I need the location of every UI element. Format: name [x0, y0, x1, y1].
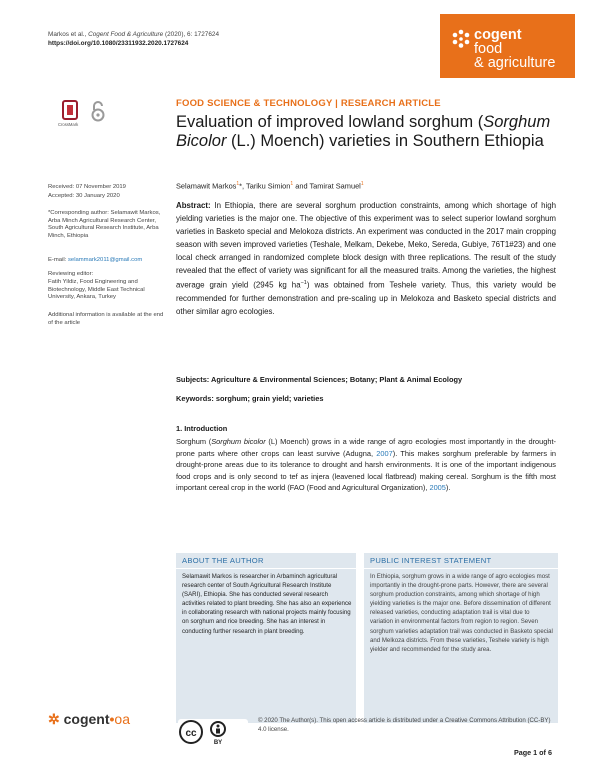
email-link[interactable]: selammark2011@gmail.com — [67, 257, 143, 263]
ref-link-2007[interactable]: 2007 — [376, 448, 393, 458]
accepted-date: Accepted: 30 January 2020 — [48, 193, 120, 199]
section-heading: FOOD SCIENCE & TECHNOLOGY | RESEARCH ARTICLE — [176, 98, 441, 109]
author-list: Selamawit Markos$^1$*, Tariku Simion$^1$ and Tamirat Samuel$^1$ — [176, 181, 364, 191]
badges — [58, 98, 108, 134]
email-line: E-mail: selammark2011@gmail.com — [48, 257, 143, 263]
cogent-dots-icon: ✲ — [48, 711, 60, 727]
doi-link[interactable]: https://doi.org/10.1080/23311932.2020.1727624 — [48, 40, 189, 47]
crossmark-label: CrossMark — [58, 122, 79, 127]
keywords: Keywords: sorghum; grain yield; varieties — [176, 394, 324, 403]
cc-by-badge — [178, 719, 248, 750]
ref-link-2005[interactable]: 2005 — [429, 483, 446, 493]
corresponding-author: *Corresponding author: Selamawit Markos, Arba Minch Agricultural Research Center, South Agricultural Research Institute, Arba Minch, Ethiopia — [48, 210, 161, 239]
cc-label: cc — [185, 728, 197, 739]
public-interest-text: In Ethiopia, sorghum grows in a wide range of agro ecologies most importantly in the drought-prone parts. However, there are several sorghum production constraints, among which shortage of high yielding varieties is the major one. Before dissemination of different released varieties, conducting adaptation trail is vital due to variation in environmental factors from region to region. Seven sorghum varieties adaptation trail was conducted in Basketo special and Melkoza districts. From these varieties, Teshele variety is high yielder and recommended for the study area. — [370, 573, 553, 653]
brand-line-3: & agriculture — [474, 55, 556, 71]
journal-brand — [440, 14, 575, 78]
received-date: Received: 07 November 2019 — [48, 184, 126, 190]
page-number: Page 1 of 6 — [514, 748, 552, 757]
reviewing-editor-label: Reviewing editor: — [48, 271, 94, 277]
crossmark-icon[interactable] — [62, 100, 78, 120]
license-text: © 2020 The Author(s). This open access article is distributed under a Creative Commons Attribution (CC-BY) 4.0 license. — [258, 717, 551, 733]
reviewing-editor: Fatih Yildiz, Food Engineering and Biotechnology, Middle East Technical University, Ankara, Turkey — [48, 279, 145, 301]
subjects: Subjects: Agriculture & Environmental Sciences; Botany; Plant & Animal Ecology — [176, 375, 463, 384]
about-author-box — [176, 553, 356, 723]
by-label: BY — [213, 740, 223, 745]
additional-info: Additional information is available at the end of the article — [48, 312, 164, 326]
intro-text: Sorghum (Sorghum bicolor (L) Moench) grows in a wide range of agro ecologies most importantly in the drought-prone parts where other crops can least survive (Adugna, 2007). This makes sorghum preferable by farmers in drought-prone areas due to its tolerance to drought and harsh environments. It is one of the important indigenous food crops and is only second to tef as injera (leavened local flatbread) making cereal. Sorghum is the fifth most important cereal crop in the world (FAO (Food and Agricultural Organization), 2005). — [176, 437, 557, 493]
cogent-logo-icon — [450, 28, 472, 50]
about-author-heading: ABOUT THE AUTHOR — [176, 553, 356, 569]
public-interest-box — [364, 553, 558, 723]
article-title: Evaluation of improved lowland sorghum (Sorghum Bicolor (L.) Moench) varieties in Southern Ethiopia — [176, 113, 551, 150]
brand-line-2: food — [474, 41, 503, 57]
abstract: Abstract: In Ethiopia, there are several sorghum production constraints, among which shortage of high yielding varieties is the major one. The objective of this experiment was to select superior lowland sorghum varieties in Basketo special and Melokoza districts. An experiment was conducted in the 2017 main cropping season with seven improved varieties (Teshale, Melkam, Dekebe, Meko, Sereda, Gubiye, 76T1#23) and one local check arranged in randomized complete block design with three replications. The result of the study revealed that the effect of variety was significant for all the measured traits. Among the varieties, the highest average grain yield (2945 kg $ha^{-1}$) was obtained from Teshele variety. Thus, this variety would be recommended for further demonstration and pre-scaling up in Melokoza and Basketo special districts and other similar agro ecologies. — [176, 201, 557, 316]
brand-line-1: cogent — [474, 27, 522, 43]
open-access-icon — [88, 100, 108, 122]
about-author-text: Selamawit Markos is researcher in Arbaminch agricultural research center of South Agricultural Research Institute (SARI), Ethiopia. She has conducted several research activities related to plant breeding. She has also an experience in collaborating research with national projects mainly focusing on sorghum and rice breeding. She has an interest in conducting further research in plant breeding. — [182, 573, 352, 635]
citation-line: Markos et al., Cogent Food & Agriculture (2020), 6: 1727624 — [48, 31, 220, 38]
cogent-oa-logo: ✲ cogent•oa — [48, 711, 130, 727]
public-interest-heading: PUBLIC INTEREST STATEMENT — [364, 553, 558, 569]
creative-commons-icon — [178, 719, 248, 745]
intro-heading: 1. Introduction — [176, 424, 228, 433]
